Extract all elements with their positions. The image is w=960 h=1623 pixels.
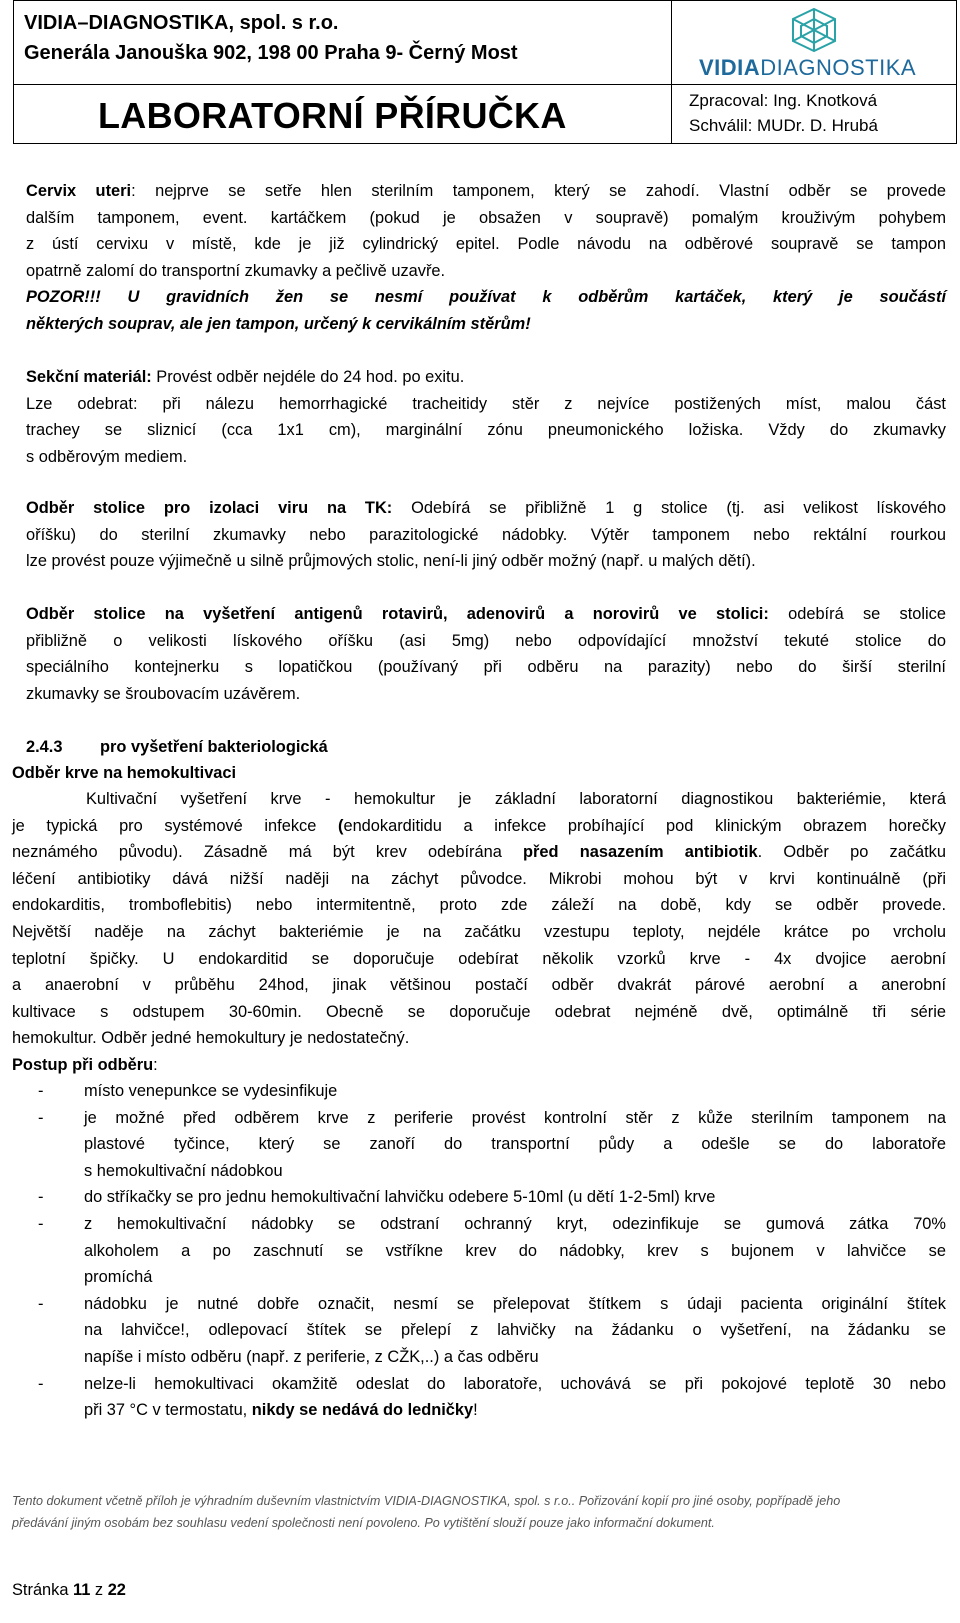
autopsy-label: Sekční materiál: xyxy=(26,368,152,386)
list-item: - je možné před odběrem krve z periferie provést kontrolní stěr z kůže sterilním tamponem na plastové tyčince, který se zanoří do transportní půdy a odešle se do laboratoře s hemokultivační nádobkou xyxy=(38,1108,946,1180)
page-number: Stránka 11 z 22 xyxy=(12,1581,126,1599)
section-number: 2.4.3 xyxy=(26,738,63,756)
blood-culture-paragraph: Kultivační vyšetření krve - hemokultur je základní laboratorní diagnostikou bakteriémie, která je typická pro systémové infekce (endokarditidu a infekce probíhající pod klinickým obrazem horečky neznámého původu). Zásadně má být krev odebírána před nasazením antibiotik. Odběr po začátku léčení antibiotiky dává nižší naději na záchyt původce. Mikrobi mohou být v krvi kontinuálně (při endokarditis, tromboflebitis) nebo intermitentně, proto zde záleží na době, kdy se odběr provede. Největší naděje na záchyt bakteriémie je na začátku vzestupu teploty, nejdéle krátce po vrcholu teplotní špičky. U endokarditid se doporučuje odebírat několik vzorků krve - 4x dvojice aerobní a anaerobní v průběhu 24hod, jinak většinou postačí odběr dvakrát párové aerobní a anerobní kultivace s odstupem 30-60min. Obecně se doporučuje odebrat nejméně dvě, optimálně tři série hemokultur. Odběr jedné hemokultury je nedostatečný. xyxy=(12,790,946,1048)
list-item: - z hemokultivační nádobky se odstraní ochranný kryt, odezinfikuje se gumová zátka 70% alkoholem a po zaschnutí se vstříkne krev do nádobky, krev s bujonem v lahvičce se promíchá xyxy=(38,1214,946,1287)
company-address: Generála Janouška 902, 198 00 Praha 9- Černý Most xyxy=(24,42,518,64)
header-divider-right xyxy=(671,84,956,85)
header-divider xyxy=(14,84,671,85)
stool-tk-label: Odběr stolice pro izolaci viru na TK: xyxy=(26,499,393,517)
cervix-label: Cervix uteri xyxy=(26,182,132,200)
copyright-note: Tento dokument včetně příloh je výhradním duševním vlastnictvím VIDIA-DIAGNOSTIKA, spol. s r.o.. Pořizování kopií pro jiné osoby, popřípadě jeho předávání jiným osobám bez souhlasu vedení společnosti není povoleno. Po vytištění slouží pouze jako informační dokument. xyxy=(12,1494,841,1530)
antibiotics-emphasis: před nasazením antibiotik xyxy=(523,843,758,862)
subsection-title: Odběr krve na hemokultivaci xyxy=(12,764,237,782)
stool-antigen-label: Odběr stolice na vyšetření antigenů rotavirů, adenovirů a norovirů ve stolici: xyxy=(26,605,769,623)
list-item: - do stříkačky se pro jednu hemokultivační lahvičku odebere 5-10ml (u dětí 1-2-5ml) krve xyxy=(38,1188,716,1207)
section-title: pro vyšetření bakteriologická xyxy=(100,738,328,756)
list-item: - nelze-li hemokultivaci okamžitě odeslat do laboratoře, uchovává se při pokojové teplotě 30 nebo při 37 °C v termostatu, nikdy se nedává do ledničky! xyxy=(38,1374,946,1420)
autopsy-paragraph: Sekční materiál: Provést odběr nejdéle do 24 hod. po exitu. Lze odebrat: při nálezu hemorrhagické tracheitidy stěr z nejvíce postižených míst, malou část trachey se sliznicí (cca 1x1 cm), marginální zónu pneumonického ložiska. Vždy do zkumavky s odběrovým mediem. xyxy=(26,368,946,466)
header-left-panel xyxy=(14,1,672,143)
procedure-list xyxy=(12,1078,946,1424)
cervix-warning: POZOR!!! U gravidních žen se nesmí používat k odběrům kartáček, který je součástí xyxy=(26,288,946,307)
prepared-by: Zpracoval: Ing. Knotková xyxy=(689,91,878,110)
stool-antigen-paragraph: Odběr stolice na vyšetření antigenů rotavirů, adenovirů a norovirů ve stolici: odebírá se stolice přibližně o velikosti lískového oříšku (asi 5mg) nebo odpovídající množství tekuté stolice do speciálního kontejnerku s lopatičkou (používaný při odběru na parazity) nebo do širší sterilní zkumavky se šroubovacím uzávěrem. xyxy=(26,605,946,703)
document-title: LABORATORNÍ PŘÍRUČKA xyxy=(98,95,567,136)
list-item: - nádobku je nutné dobře označit, nesmí se přelepovat štítkem s údaji pacienta originální štítek na lahvičce!, odlepovací štítek se přelepí z lahvičky na žádanku o vyšetření, na žádanku se napíše i místo odběru (např. z periferie, z CŽK,..) a čas odběru xyxy=(38,1294,946,1366)
procedure-heading: Postup při odběru: xyxy=(12,1056,158,1074)
logo-wordmark: VIDIADIAGNOSTIKA xyxy=(699,55,917,80)
logo-polyhedron-icon xyxy=(787,7,841,53)
stool-tk-paragraph: Odběr stolice pro izolaci viru na TK: Odebírá se přibližně 1 g stolice (tj. asi velikost lískového oříšku) do sterilní zkumavky nebo parazitologické nádobky. Výtěr tamponem nebo rektální rourkou lze provést pouze výjimečně u silně průjmových stolic, není-li jiný odběr možný (např. u malých dětí). xyxy=(26,499,946,571)
approved-by: Schválil: MUDr. D. Hrubá xyxy=(689,116,878,135)
list-item: - místo venepunkce se vydesinfikuje xyxy=(38,1082,338,1100)
company-name: VIDIA–DIAGNOSTIKA, spol. s r.o. xyxy=(24,12,339,34)
document-header xyxy=(13,0,957,144)
company-logo xyxy=(691,7,941,79)
header-right-panel xyxy=(671,1,956,143)
cervix-paragraph: Cervix uteri: nejprve se setře hlen sterilním tamponem, který se zahodí. Vlastní odběr se provede dalším tamponem, event. kartáčkem (pokud je obsažen v soupravě) pomalým krouživým pohybem z ústí cervixu v místě, kde je již cylindrický epitel. Podle návodu na odběrové soupravě se tampon opatrně zalomí do transportní zkumavky a pečlivě uzavře. POZOR!!! U gravidních žen se nesmí používat k odběrům kartáček, který je součástí některých souprav, ale jen tampon, určený k cervikálním stěrům! xyxy=(26,182,946,333)
fridge-warning: nikdy se nedává do ledničky xyxy=(251,1401,474,1420)
